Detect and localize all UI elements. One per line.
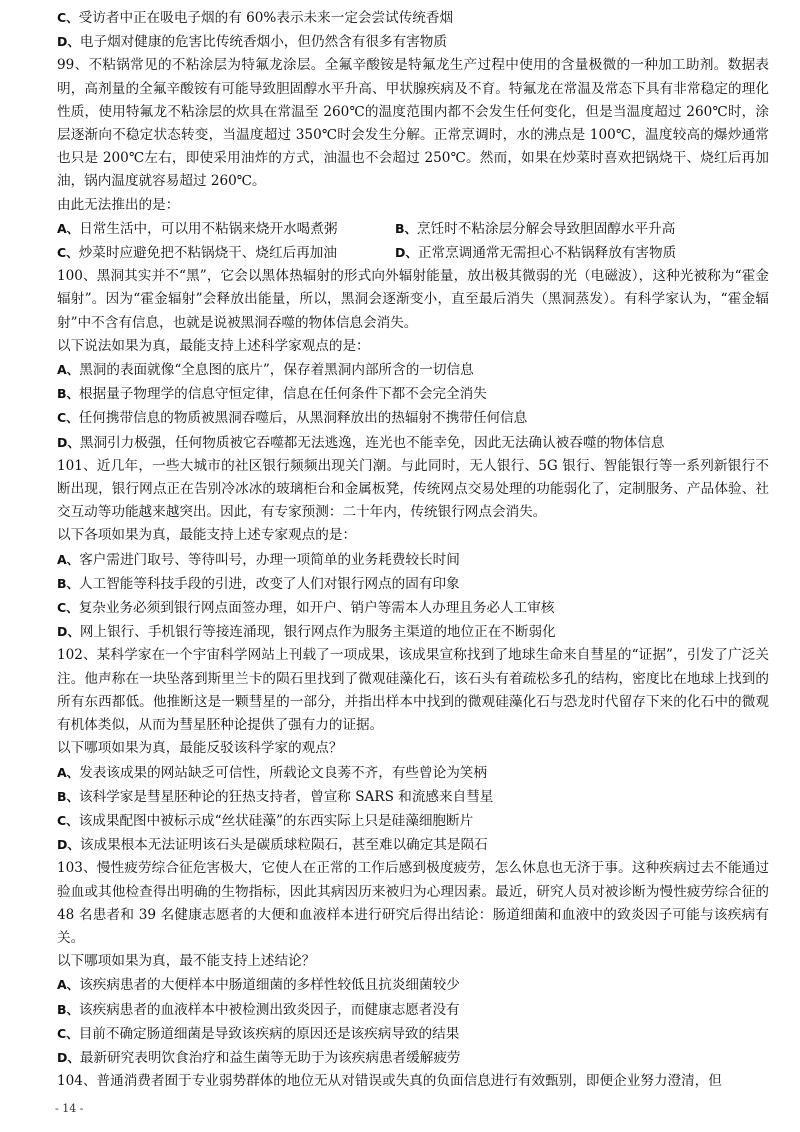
option-label: D、 xyxy=(57,434,80,450)
option-label: C、 xyxy=(57,410,79,426)
option-d-line xyxy=(57,30,769,54)
option-text: 该成果根本无法证明该石头是碳质球粒陨石，甚至难以确定其是陨石 xyxy=(79,837,488,854)
option-c xyxy=(57,406,769,430)
option-c xyxy=(57,241,395,265)
option-label: A、 xyxy=(57,220,80,236)
option-d xyxy=(57,620,769,644)
option-text: 黑洞引力极强，任何物质被它吞噬都无法逃逸，连光也不能幸免，因此无法确认被吞噬的物体信息 xyxy=(79,434,665,451)
option-label: D、 xyxy=(395,245,418,261)
option-label: C、 xyxy=(57,1025,79,1041)
option-label: B、 xyxy=(57,575,80,591)
option-text: 受访者中正在吸电子烟的有 60%表示未来一定会尝试传统香烟 xyxy=(78,10,454,26)
option-text: 人工智能等科技手段的引进，改变了人们对银行网点的固有印象 xyxy=(79,575,460,592)
option-label: C、 xyxy=(57,600,79,616)
option-d xyxy=(57,833,769,857)
question-101-stem: 101、近几年，一些大城市的社区银行频频出现关门潮。与此同时，无人银行、5G 银行、智能银行等一系列新银行不断出现，银行网点正在告别冷冰冰的玻璃柜台和金属板凳，传统网点交易处理的功能弱化了，定制服务、产品体验、社交互动等功能越来越突出。因此，有专家预测：二十年内，传统银行网点会消失。 xyxy=(57,457,769,521)
option-label: B、 xyxy=(395,220,418,236)
option-text: 网上银行、手机银行等接连涌现，银行网点作为服务主渠道的地位正在不断弱化 xyxy=(79,624,556,641)
option-text: 根据量子物理学的信息守恒定律，信息在任何条件下都不会完全消失 xyxy=(79,386,487,403)
option-text: 任何携带信息的物质被黑洞吞噬后，从黑洞释放出的热辐射不携带任何信息 xyxy=(78,410,528,427)
option-text: 黑洞的表面就像“全息图的底片”，保存着黑洞内部所含的一切信息 xyxy=(79,362,474,379)
option-text: 该科学家是彗星胚种论的狂热支持者，曾宣称 SARS 和流感来自彗星 xyxy=(79,788,494,805)
option-label: B、 xyxy=(57,386,80,402)
option-label: D、 xyxy=(57,34,80,50)
question-104-stem: 104、普通消费者囿于专业弱势群体的地位无从对错误或失真的负面信息进行有效甄别，即便企业努力澄清，但 xyxy=(57,1073,722,1090)
option-text: 最新研究表明饮食治疗和益生菌等无助于为该疾病患者缓解疲劳 xyxy=(79,1049,461,1066)
document-page xyxy=(57,6,769,1093)
question-99-prompt: 由此无法推出的是： xyxy=(57,196,180,213)
option-label: C、 xyxy=(57,10,79,25)
question-103-prompt: 以下哪项如果为真，最不能支持上述结论？ xyxy=(57,953,316,970)
option-text: 正常烹调通常无需担心不粘锅释放有害物质 xyxy=(417,245,677,262)
option-label: B、 xyxy=(57,1001,80,1017)
option-text: 该疾病患者的大便样本中肠道细菌的多样性较低且抗炎细菌较少 xyxy=(79,977,460,994)
option-b xyxy=(57,785,769,809)
option-text: 电子烟对健康的危害比传统香烟小，但仍然含有很多有害物质 xyxy=(79,34,447,51)
option-text: 发表该成果的网站缺乏可信性，所载论文良莠不齐，有些曾论为笑柄 xyxy=(79,764,487,781)
option-d xyxy=(57,431,769,455)
question-100-prompt: 以下说法如果为真，最能支持上述科学家观点的是： xyxy=(57,337,370,354)
option-text: 复杂业务必须到银行网点面签办理，如开户、销户等需本人办理且务必人工审核 xyxy=(78,600,555,617)
question-101-prompt: 以下各项如果为真，最能支持上述专家观点的是： xyxy=(57,527,357,544)
option-label: A、 xyxy=(57,551,80,567)
option-text: 该成果配图中被标示成“丝状硅藻”的东西实际上只是硅藻细胞断片 xyxy=(78,812,474,829)
option-text: 该疾病患者的血液样本中被检测出致炎因子，而健康志愿者没有 xyxy=(79,1001,460,1018)
option-c xyxy=(57,1022,769,1046)
option-b xyxy=(57,572,769,596)
option-label: D、 xyxy=(57,1049,80,1065)
option-label: A、 xyxy=(57,977,80,993)
question-99-options-cd xyxy=(57,241,769,265)
option-label: C、 xyxy=(57,245,79,261)
question-99-stem: 99、不粘锅常见的不粘涂层为特氟龙涂层。全氟辛酸铵是特氟龙生产过程中使用的含量极微的一种加工助剂。数据表明，高剂量的全氟辛酸铵有可能导致胆固醇水平升高、甲状腺疾病及不育。特氟龙在常温及常态下具有非常稳定的理化性质，使用特氟龙不粘涂层的炊具在常温至 260℃的温度范围内都不会发生任何变化，但是当温度超过 260℃时，涂层逐渐向不稳定状态转变，当温度超过 350℃时会发生分解。正常烹调时，水的沸点是 100℃，温度较高的爆炒通常也只是 200℃左右，即使采用油炸的方式，油温也不会超过 250℃。然而，如果在炒菜时喜欢把锅烧干、烧红后再加油，锅内温度就容易超过 260℃。 xyxy=(57,57,769,190)
option-a xyxy=(57,761,769,785)
option-label: B、 xyxy=(57,788,80,804)
option-label: D、 xyxy=(57,837,80,853)
option-b xyxy=(395,217,733,241)
option-d xyxy=(395,241,733,265)
question-102-prompt: 以下哪项如果为真，最能反驳该科学家的观点？ xyxy=(57,740,343,757)
option-label: D、 xyxy=(57,624,80,640)
option-c-line xyxy=(57,6,769,30)
option-b xyxy=(57,998,769,1022)
option-text: 烹饪时不粘涂层分解会导致胆固醇水平升高 xyxy=(417,220,676,237)
option-a xyxy=(57,358,769,382)
option-c xyxy=(57,596,769,620)
option-text: 目前不确定肠道细菌是导致该疾病的原因还是该疾病导致的结果 xyxy=(78,1025,460,1042)
option-text: 炒菜时应避免把不粘锅烧干、烧红后再加油 xyxy=(78,245,337,262)
question-100-stem: 100、黑洞其实并不“黑”，它会以黑体热辐射的形式向外辐射能量，放出极其微弱的光（电磁波），这种光被称为“霍金辐射”。因为“霍金辐射”会释放出能量，所以，黑洞会逐渐变小，直至最后消失（黑洞蒸发）。有科学家认为，“霍金辐射”中不含有信息，也就是说被黑洞吞噬的物体信息会消失。 xyxy=(57,268,769,331)
question-102-stem: 102、某科学家在一个宇宙科学网站上刊载了一项成果，该成果宣称找到了地球生命来自彗星的“证据”，引发了广泛关注。他声称在一块坠落到斯里兰卡的陨石里找到了微观硅藻化石，该石头有着疏松多孔的结构，密度比在地球上找到的所有东西都低。他推断这是一颗彗星的一部分，并指出样本中找到的微观硅藻化石与恐龙时代留存下来的化石中的微观有机体类似，从而为彗星胚种论提供了强有力的证据。 xyxy=(57,647,769,734)
option-a xyxy=(57,973,769,997)
option-text: 日常生活中，可以用不粘锅来烧开水喝煮粥 xyxy=(79,220,338,237)
question-103-stem: 103、慢性疲劳综合征危害极大，它使人在正常的工作后感到极度疲劳，怎么休息也无济于事。这种疾病过去不能通过验血或其他检查得出明确的生物指标，因此其病因历来被归为心理因素。最近，研究人员对被诊断为慢性疲劳综合征的 48 名患者和 39 名健康志愿者的大便和血液样本进行研究后得出结论：肠道细菌和血液中的致炎因子可能与该疾病有关。 xyxy=(57,860,769,946)
option-c xyxy=(57,809,769,833)
option-d xyxy=(57,1046,769,1070)
question-99-options-ab xyxy=(57,217,769,241)
page-number: - 14 - xyxy=(55,1102,84,1115)
option-a xyxy=(57,548,769,572)
option-label: A、 xyxy=(57,362,80,378)
option-label: C、 xyxy=(57,812,79,828)
option-a xyxy=(57,217,395,241)
option-b xyxy=(57,382,769,406)
option-label: A、 xyxy=(57,764,80,780)
option-text: 客户需进门取号、等待叫号，办理一项简单的业务耗费较长时间 xyxy=(79,551,460,568)
